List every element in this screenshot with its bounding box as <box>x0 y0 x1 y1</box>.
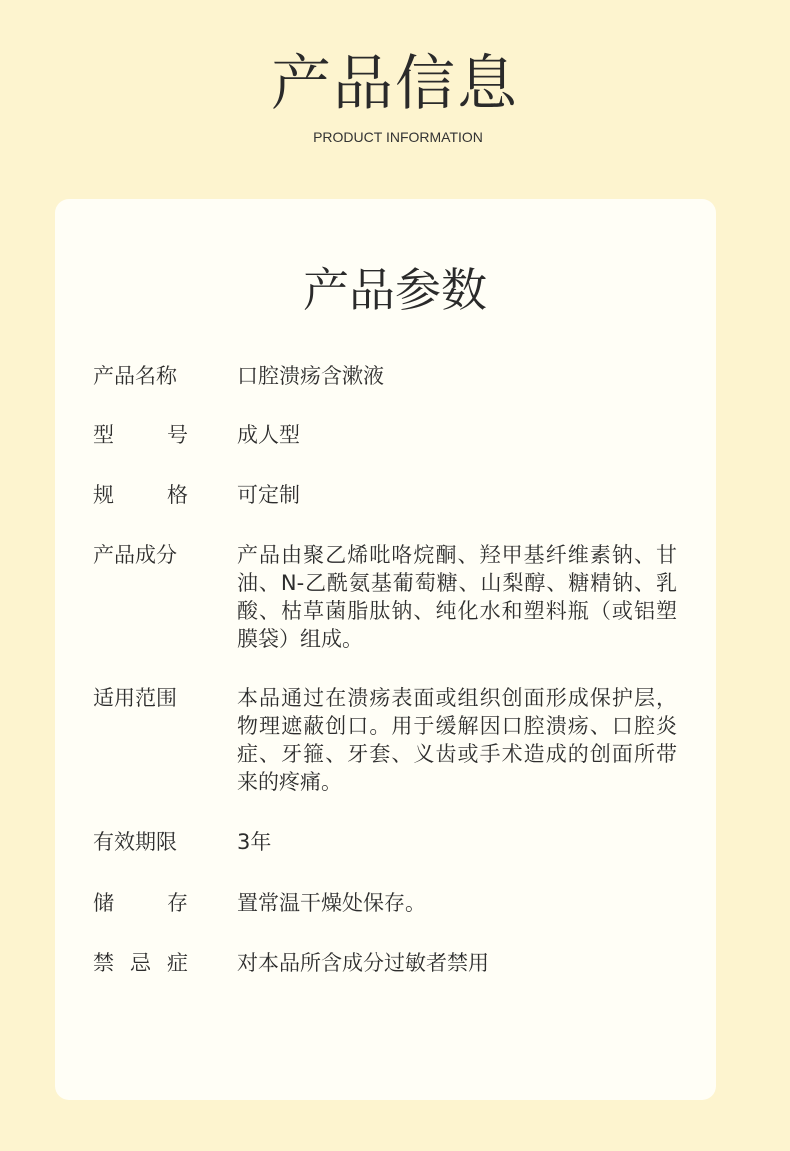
param-label: 规 格 <box>93 483 188 507</box>
param-label: 适用范围 <box>93 686 177 710</box>
param-label: 禁忌症 <box>93 951 188 975</box>
param-value: 对本品所含成分过敏者禁用 <box>237 951 489 975</box>
param-value: 可定制 <box>237 483 300 507</box>
param-value: 3年 <box>237 830 272 854</box>
param-label: 有效期限 <box>93 830 177 854</box>
page-subtitle: PRODUCT INFORMATION <box>313 129 483 145</box>
param-value: 口腔溃疡含漱液 <box>237 364 384 388</box>
param-label: 产品成分 <box>93 543 177 567</box>
param-value: 产品由聚乙烯吡咯烷酮、羟甲基纤维素钠、甘油、N-乙酰氨基葡萄糖、山梨醇、糖精钠、乳酸、枯草菌脂肽钠、纯化水和塑料瓶（或铝塑膜袋）组成。 <box>237 543 677 651</box>
card-title: 产品参数 <box>303 263 487 317</box>
param-label: 产品名称 <box>93 364 177 388</box>
param-value: 置常温干燥处保存。 <box>237 891 426 915</box>
param-value: 本品通过在溃疡表面或组织创面形成保护层，物理遮蔽创口。用于缓解因口腔溃疡、口腔炎症、牙箍、牙套、义齿或手术造成的创面所带来的疼痛。 <box>237 686 677 794</box>
param-value: 成人型 <box>237 423 300 447</box>
page-title: 产品信息 <box>271 49 519 119</box>
param-label: 型 号 <box>93 423 188 447</box>
param-label: 储 存 <box>93 891 188 915</box>
